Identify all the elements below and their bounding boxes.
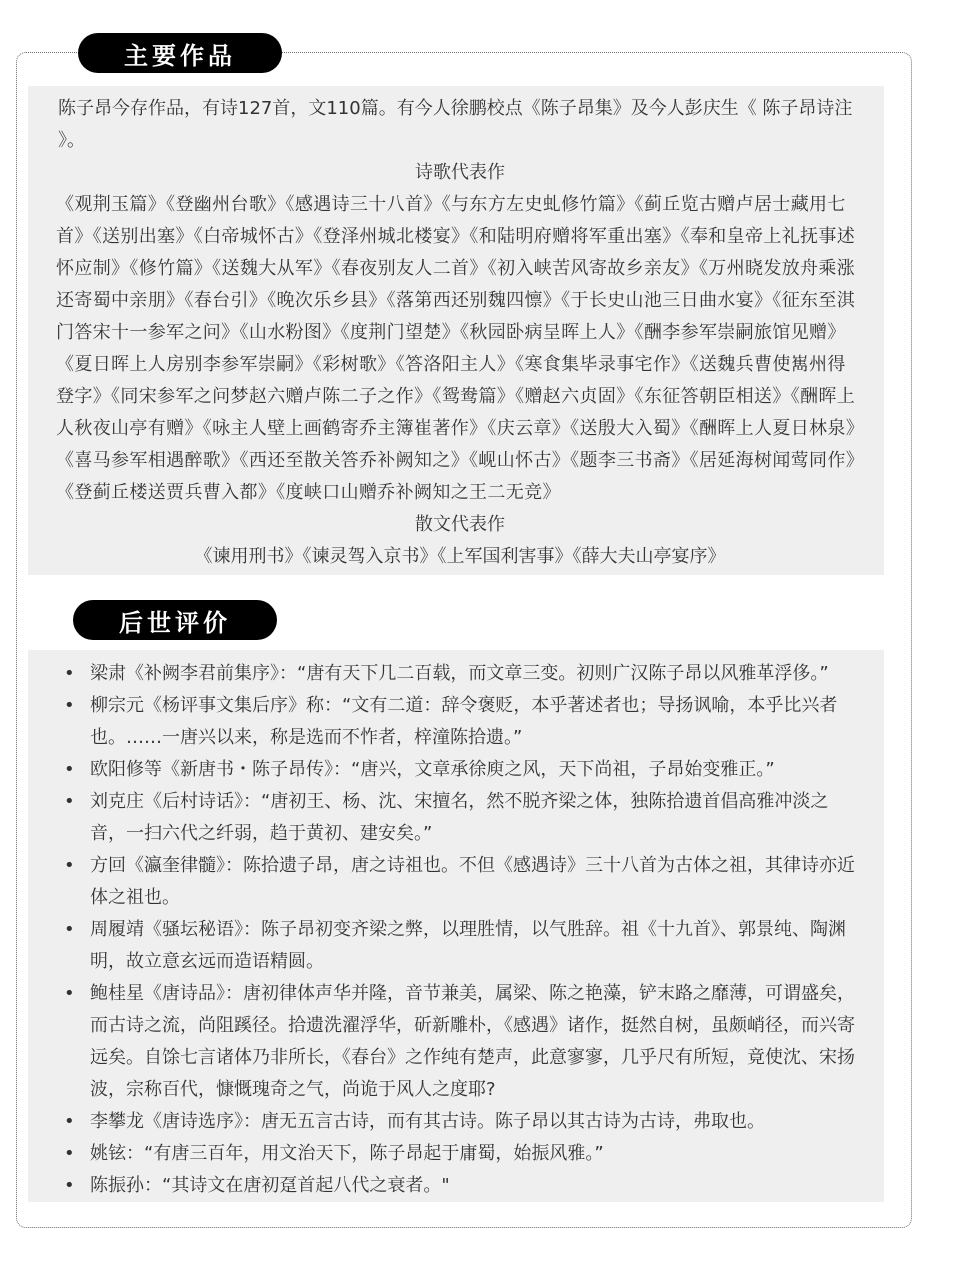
review-text: 欧阳修等《新唐书・陈子昂传》：“唐兴，文章承徐庾之风，天下尚祖，子昂始变雅正。” — [90, 759, 775, 780]
list-item — [60, 658, 862, 690]
prose-works-list: 《谏用刑书》《谏灵驾入京书》《上军国利害事》《薛大夫山亭宴序》 — [194, 546, 726, 567]
section-title-major-works — [78, 33, 282, 73]
review-text: 李攀龙《唐诗选序》：唐无五言古诗，而有其古诗。陈子昂以其古诗为古诗，弗取也。 — [90, 1111, 765, 1132]
bullet-icon: • — [64, 1111, 75, 1132]
review-text: 周履靖《骚坛秘语》：陈子昂初变齐梁之弊，以理胜情，以气胜辞。祖《十九首》、郭景纯、陶渊明，故立意玄远而造语精圆。 — [90, 919, 846, 972]
list-item — [60, 1138, 862, 1170]
list-item — [60, 1170, 862, 1202]
major-works-panel — [28, 86, 884, 575]
review-list — [60, 658, 862, 1202]
list-item — [60, 754, 862, 786]
bullet-icon: • — [64, 663, 75, 684]
section-title-text: 后世评价 — [119, 607, 231, 637]
poetry-heading: 诗歌代表作 — [415, 162, 505, 183]
list-item — [60, 786, 862, 850]
bullet-icon: • — [64, 855, 75, 876]
list-item — [60, 690, 862, 754]
section-title-text: 主要作品 — [124, 40, 236, 70]
review-text: 梁肃《补阙李君前集序》：“唐有天下几二百载，而文章三变。初则广汉陈子昂以风雅革浮侈。” — [90, 663, 829, 684]
bullet-icon: • — [64, 695, 75, 716]
list-item — [60, 1106, 862, 1138]
list-item — [60, 850, 862, 914]
bullet-icon: • — [64, 919, 75, 940]
bullet-icon: • — [64, 759, 75, 780]
bullet-icon: • — [64, 983, 75, 1004]
list-item — [60, 978, 862, 1106]
review-text: 陈振孙：“其诗文在唐初趸首起八代之衰者。" — [90, 1175, 450, 1196]
prose-heading: 散文代表作 — [415, 514, 505, 535]
poetry-works-list: 《观荆玉篇》《登幽州台歌》《感遇诗三十八首》《与东方左史虬修竹篇》《蓟丘览古赠卢居士藏用七首》《送别出塞》《白帝城怀古》《登泽州城北楼宴》《和陆明府赠将军重出塞》《奉和皇帝上礼抚事述怀应制》《修竹篇》《送魏大从军》《春夜别友人二首》《初入峡苦风寄故乡亲友》《万州晓发放舟乘涨还寄蜀中亲朋》《春台引》《晚次乐乡县》《落第西还别魏四懔》《于长史山池三日曲水宴》《征东至淇门答宋十一参军之问》《山水粉图》《度荆门望楚》《秋园卧病呈晖上人》《酬李参军崇嗣旅馆见赠》《夏日晖上人房别李参军崇嗣》《彩树歌》《答洛阳主人》《寒食集毕录事宅作》《送魏兵曹使嶲州得登字》《同宋参军之问梦赵六赠卢陈二子之作》《鸳鸯篇》《赠赵六贞固》《东征答朝臣相送》《酬晖上人秋夜山亭有赠》《咏主人壁上画鹤寄乔主簿崔著作》《庆云章》《送殷大入蜀》《酬晖上人夏日林泉》《喜马参军相遇醉歌》《西还至散关答乔补阙知之》《岘山怀古》《题李三书斋》《居延海树闻莺同作》《登蓟丘楼送贾兵曹入都》《度峡口山赠乔补阙知之王二无竞》 — [56, 194, 856, 503]
review-text: 柳宗元《杨评事文集后序》称：“文有二道：辞令褒贬，本乎著述者也；导扬讽喻，本乎比兴者也。……一唐兴以来，称是选而不怍者，梓潼陈拾遗。” — [90, 695, 838, 748]
section-title-later-evaluation — [73, 600, 277, 640]
bullet-icon: • — [64, 1143, 75, 1164]
review-text: 姚铉：“有唐三百年，用文治天下，陈子昂起于庸蜀，始振风雅。” — [90, 1143, 604, 1164]
intro-paragraph: 陈子昂今存作品，有诗127首，文110篇。有今人徐鹏校点《陈子昂集》及今人彭庆生《 陈子昂诗注 》。 — [58, 98, 853, 151]
bullet-icon: • — [64, 791, 75, 812]
list-item — [60, 914, 862, 978]
later-evaluation-panel — [28, 650, 884, 1202]
review-text: 鲍桂星《唐诗品》：唐初律体声华并隆，音节兼美，属梁、陈之艳藻，铲末路之靡薄，可谓盛矣，而古诗之流，尚阻蹊径。拾遗洗濯浮华，斫新雕朴，《感遇》诸作，挺然自树，虽颇峭径，而兴寄远矣。自馀七言诸体乃非所长，《春台》之作纯有楚声，此意寥寥，几乎尺有所短，竟使沈、宋扬波，宗称百代，慷慨瑰奇之气，尚诡于风人之度耶? — [90, 983, 855, 1100]
bullet-icon: • — [64, 1175, 75, 1196]
review-text: 刘克庄《后村诗话》：“唐初王、杨、沈、宋擅名，然不脱齐梁之体，独陈拾遗首倡高雅冲淡之音，一扫六代之纤弱，趋于黄初、建安矣。” — [90, 791, 829, 844]
review-text: 方回《瀛奎律髓》：陈拾遗子昂，唐之诗祖也。不但《感遇诗》三十八首为古体之祖，其律诗亦近体之祖也。 — [90, 855, 855, 908]
